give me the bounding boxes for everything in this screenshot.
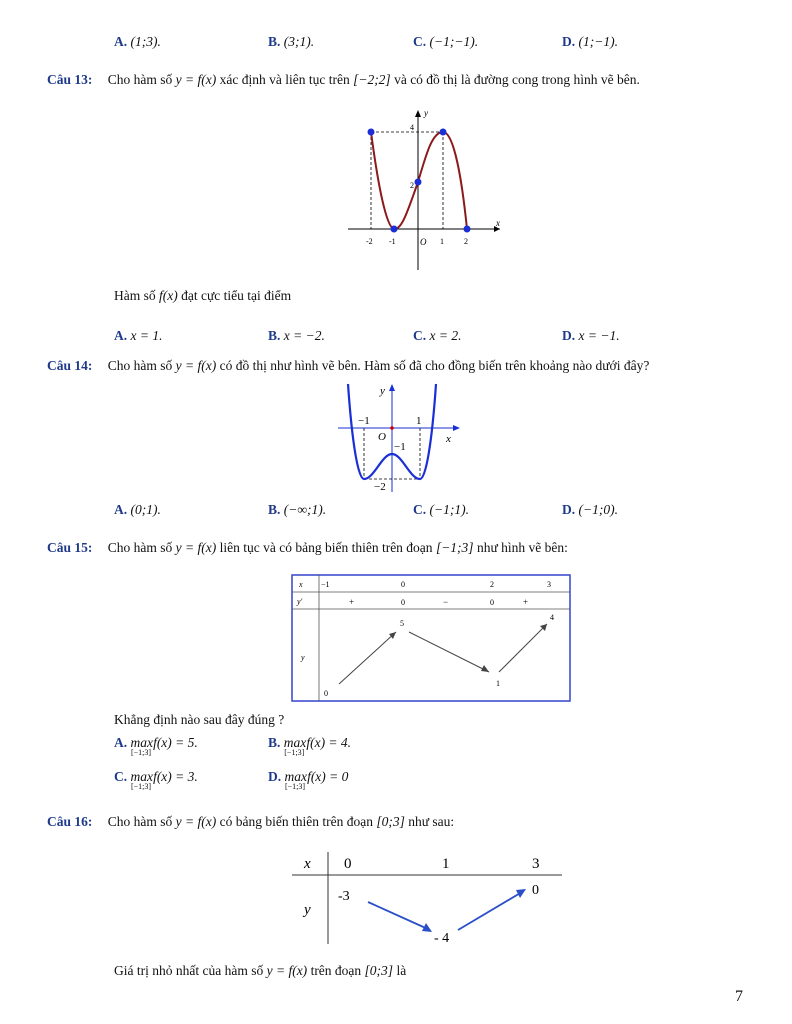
x-value: 2 [490, 580, 494, 589]
function-expr: y = f(x) [175, 814, 217, 829]
option-value: x = 2. [429, 328, 462, 343]
option-label: B. [268, 34, 281, 49]
q14-option-c[interactable] [413, 502, 469, 518]
q14-option-a[interactable] [114, 502, 161, 518]
q16-prompt [114, 963, 406, 979]
stem-text: có bảng biến thiên trên đoạn [219, 814, 373, 829]
question-label: Câu 14: [47, 358, 93, 373]
decrease-arrow [409, 632, 489, 672]
y-value: 0 [532, 883, 539, 898]
sign: − [443, 597, 449, 607]
tick-label: -1 [389, 237, 396, 246]
curve-point [368, 129, 375, 136]
option-label: A. [114, 502, 128, 517]
y-value: - 4 [434, 931, 450, 946]
q12-option-b[interactable] [268, 34, 314, 50]
function-expr: y = f(x) [266, 963, 308, 978]
function-expr: y = f(x) [175, 540, 217, 555]
row-label-y: y [301, 653, 305, 662]
q15-variation-table [291, 574, 571, 702]
option-value: (−1;−1). [429, 34, 479, 49]
prompt-text: Giá trị nhỏ nhất của hàm số [114, 963, 264, 978]
row-label-x: x [304, 856, 311, 872]
sign: + [349, 597, 355, 607]
option-value: f(x) = 4. [306, 735, 352, 750]
q13-option-b[interactable] [268, 328, 325, 344]
x-axis-label: x [496, 218, 500, 228]
increase-arrow [339, 632, 396, 684]
question-label: Câu 13: [47, 72, 93, 87]
row-label-derivative: y′ [297, 597, 303, 606]
option-value: x = 1. [130, 328, 163, 343]
q13-prompt [114, 288, 291, 304]
x-axis-label: x [446, 433, 451, 445]
curve-point [391, 226, 398, 233]
stem-text: như hình vẽ bên: [476, 540, 568, 555]
stem-text: Cho hàm số [107, 358, 173, 373]
curve-point [440, 129, 447, 136]
y-value: 1 [496, 679, 500, 688]
option-value: x = −2. [283, 328, 325, 343]
row-label-x: x [299, 580, 303, 589]
option-value: (−1;1). [429, 502, 469, 517]
q12-option-a[interactable] [114, 34, 161, 50]
q15-option-c[interactable] [114, 769, 198, 791]
max-operator: max [283, 735, 307, 750]
q15-stem [47, 540, 568, 556]
option-label: C. [114, 769, 128, 784]
stem-text: và có đồ thị là đường cong trong hình vẽ bên. [394, 72, 640, 87]
tick-label: 2 [410, 181, 414, 190]
q14-stem [47, 358, 649, 374]
option-label: D. [562, 34, 576, 49]
max-operator: max [130, 769, 153, 784]
y-axis-arrow [389, 384, 395, 391]
y-axis-arrow [415, 110, 421, 117]
curve-point [464, 226, 471, 233]
x-value: 1 [442, 856, 450, 872]
interval-expr: [−2;2] [353, 72, 391, 87]
option-label: D. [268, 769, 282, 784]
stem-text: liên tục và có bảng biến thiên trên đoạn [219, 540, 433, 555]
y-value: 0 [324, 689, 328, 698]
function-expr: f(x) [159, 288, 178, 303]
option-value: (0;1). [130, 502, 161, 517]
x-value: −1 [321, 580, 330, 589]
option-label: C. [413, 502, 427, 517]
option-label: B. [268, 502, 281, 517]
origin-label: O [378, 431, 386, 443]
q16-stem [47, 814, 454, 830]
stem-text: xác định và liên tục trên [219, 72, 350, 87]
decrease-arrow [368, 902, 430, 930]
function-expr: y = f(x) [175, 358, 217, 373]
option-value: f(x) = 3. [153, 769, 198, 784]
stem-text: như sau: [408, 814, 455, 829]
option-label: C. [413, 328, 427, 343]
tick-label: -2 [366, 237, 373, 246]
q13-option-d[interactable] [562, 328, 620, 344]
option-label: A. [114, 34, 128, 49]
q15-option-a[interactable] [114, 735, 198, 757]
interval-expr: [−1;3] [435, 540, 474, 555]
curve-point [415, 179, 422, 186]
max-operator: max [284, 769, 307, 784]
q14-graph [336, 382, 464, 494]
origin-point [390, 426, 394, 430]
q16-variation-table [290, 848, 565, 948]
x-value: 3 [532, 856, 540, 872]
tick-label: 1 [440, 237, 444, 246]
option-label: A. [114, 735, 128, 750]
q13-stem [47, 72, 640, 88]
y-value: 5 [400, 619, 404, 628]
option-value: f(x) = 5. [153, 735, 198, 750]
option-label: B. [268, 328, 281, 343]
max-subscript: [−1;3] [284, 748, 305, 757]
q15-prompt: Khẳng định nào sau đây đúng ? [114, 712, 285, 727]
prompt-text: trên đoạn [310, 963, 362, 978]
tick-label: 2 [464, 237, 468, 246]
stem-text: có đồ thị như hình vẽ bên. Hàm số đã cho đồng biến trên khoảng nào dưới đây? [219, 358, 650, 373]
y-axis-label: y [380, 385, 385, 397]
option-value: (−∞;1). [283, 502, 327, 517]
option-label: A. [114, 328, 128, 343]
q13-graph [340, 100, 510, 275]
q13-option-a[interactable] [114, 328, 162, 344]
tick-label: −1 [358, 415, 370, 427]
option-value: (1;−1). [578, 34, 618, 49]
y-value: -3 [338, 889, 350, 904]
interval-expr: [0;3] [376, 814, 405, 829]
option-label: D. [562, 328, 576, 343]
table-border [292, 575, 570, 701]
q12-option-c[interactable] [413, 34, 478, 50]
option-value: (3;1). [283, 34, 315, 49]
q13-option-c[interactable] [413, 328, 461, 344]
option-label: C. [413, 34, 427, 49]
question-label: Câu 16: [47, 814, 93, 829]
function-expr: y = f(x) [175, 72, 217, 87]
max-operator: max [130, 735, 153, 750]
y-value: 4 [550, 613, 554, 622]
prompt-text: Hàm số [114, 288, 156, 303]
x-value: 0 [401, 580, 405, 589]
tick-label: 4 [410, 123, 414, 132]
tick-label: 1 [416, 415, 422, 427]
stem-text: Cho hàm số [107, 540, 173, 555]
stem-text: Cho hàm số [107, 72, 173, 87]
q15-option-b[interactable] [268, 735, 352, 757]
sign: 0 [490, 598, 494, 607]
option-label: D. [562, 502, 576, 517]
origin-label: O [420, 237, 427, 247]
max-subscript: [−1;3] [131, 748, 152, 757]
option-value: (−1;0). [578, 502, 618, 517]
q14-option-b[interactable] [268, 502, 326, 518]
x-value: 0 [344, 856, 352, 872]
max-subscript: [−1;3] [285, 782, 306, 791]
sign: + [523, 597, 529, 607]
x-value: 3 [547, 580, 551, 589]
arrowhead [516, 889, 526, 898]
prompt-text: là [396, 963, 407, 978]
y-axis-label: y [424, 108, 428, 118]
question-label: Câu 15: [47, 540, 93, 555]
option-value: x = −1. [578, 328, 620, 343]
option-value: (1;3). [130, 34, 161, 49]
prompt-text: đạt cực tiểu tại điểm [181, 288, 292, 303]
interval-expr: [0;3] [364, 963, 394, 978]
row-label-y: y [304, 902, 311, 918]
increase-arrow [499, 624, 547, 672]
max-subscript: [−1;3] [131, 782, 152, 791]
sign: 0 [401, 598, 405, 607]
q15-option-d[interactable] [268, 769, 349, 791]
option-label: B. [268, 735, 281, 750]
q14-option-d[interactable] [562, 502, 618, 518]
q12-option-d[interactable] [562, 34, 618, 50]
tick-label: −2 [374, 481, 386, 493]
tick-label: −1 [394, 441, 406, 453]
page-number: 7 [735, 988, 743, 1005]
option-value: f(x) = 0 [307, 769, 349, 784]
stem-text: Cho hàm số [107, 814, 173, 829]
increase-arrow [458, 892, 522, 930]
x-axis-arrow [453, 425, 460, 431]
